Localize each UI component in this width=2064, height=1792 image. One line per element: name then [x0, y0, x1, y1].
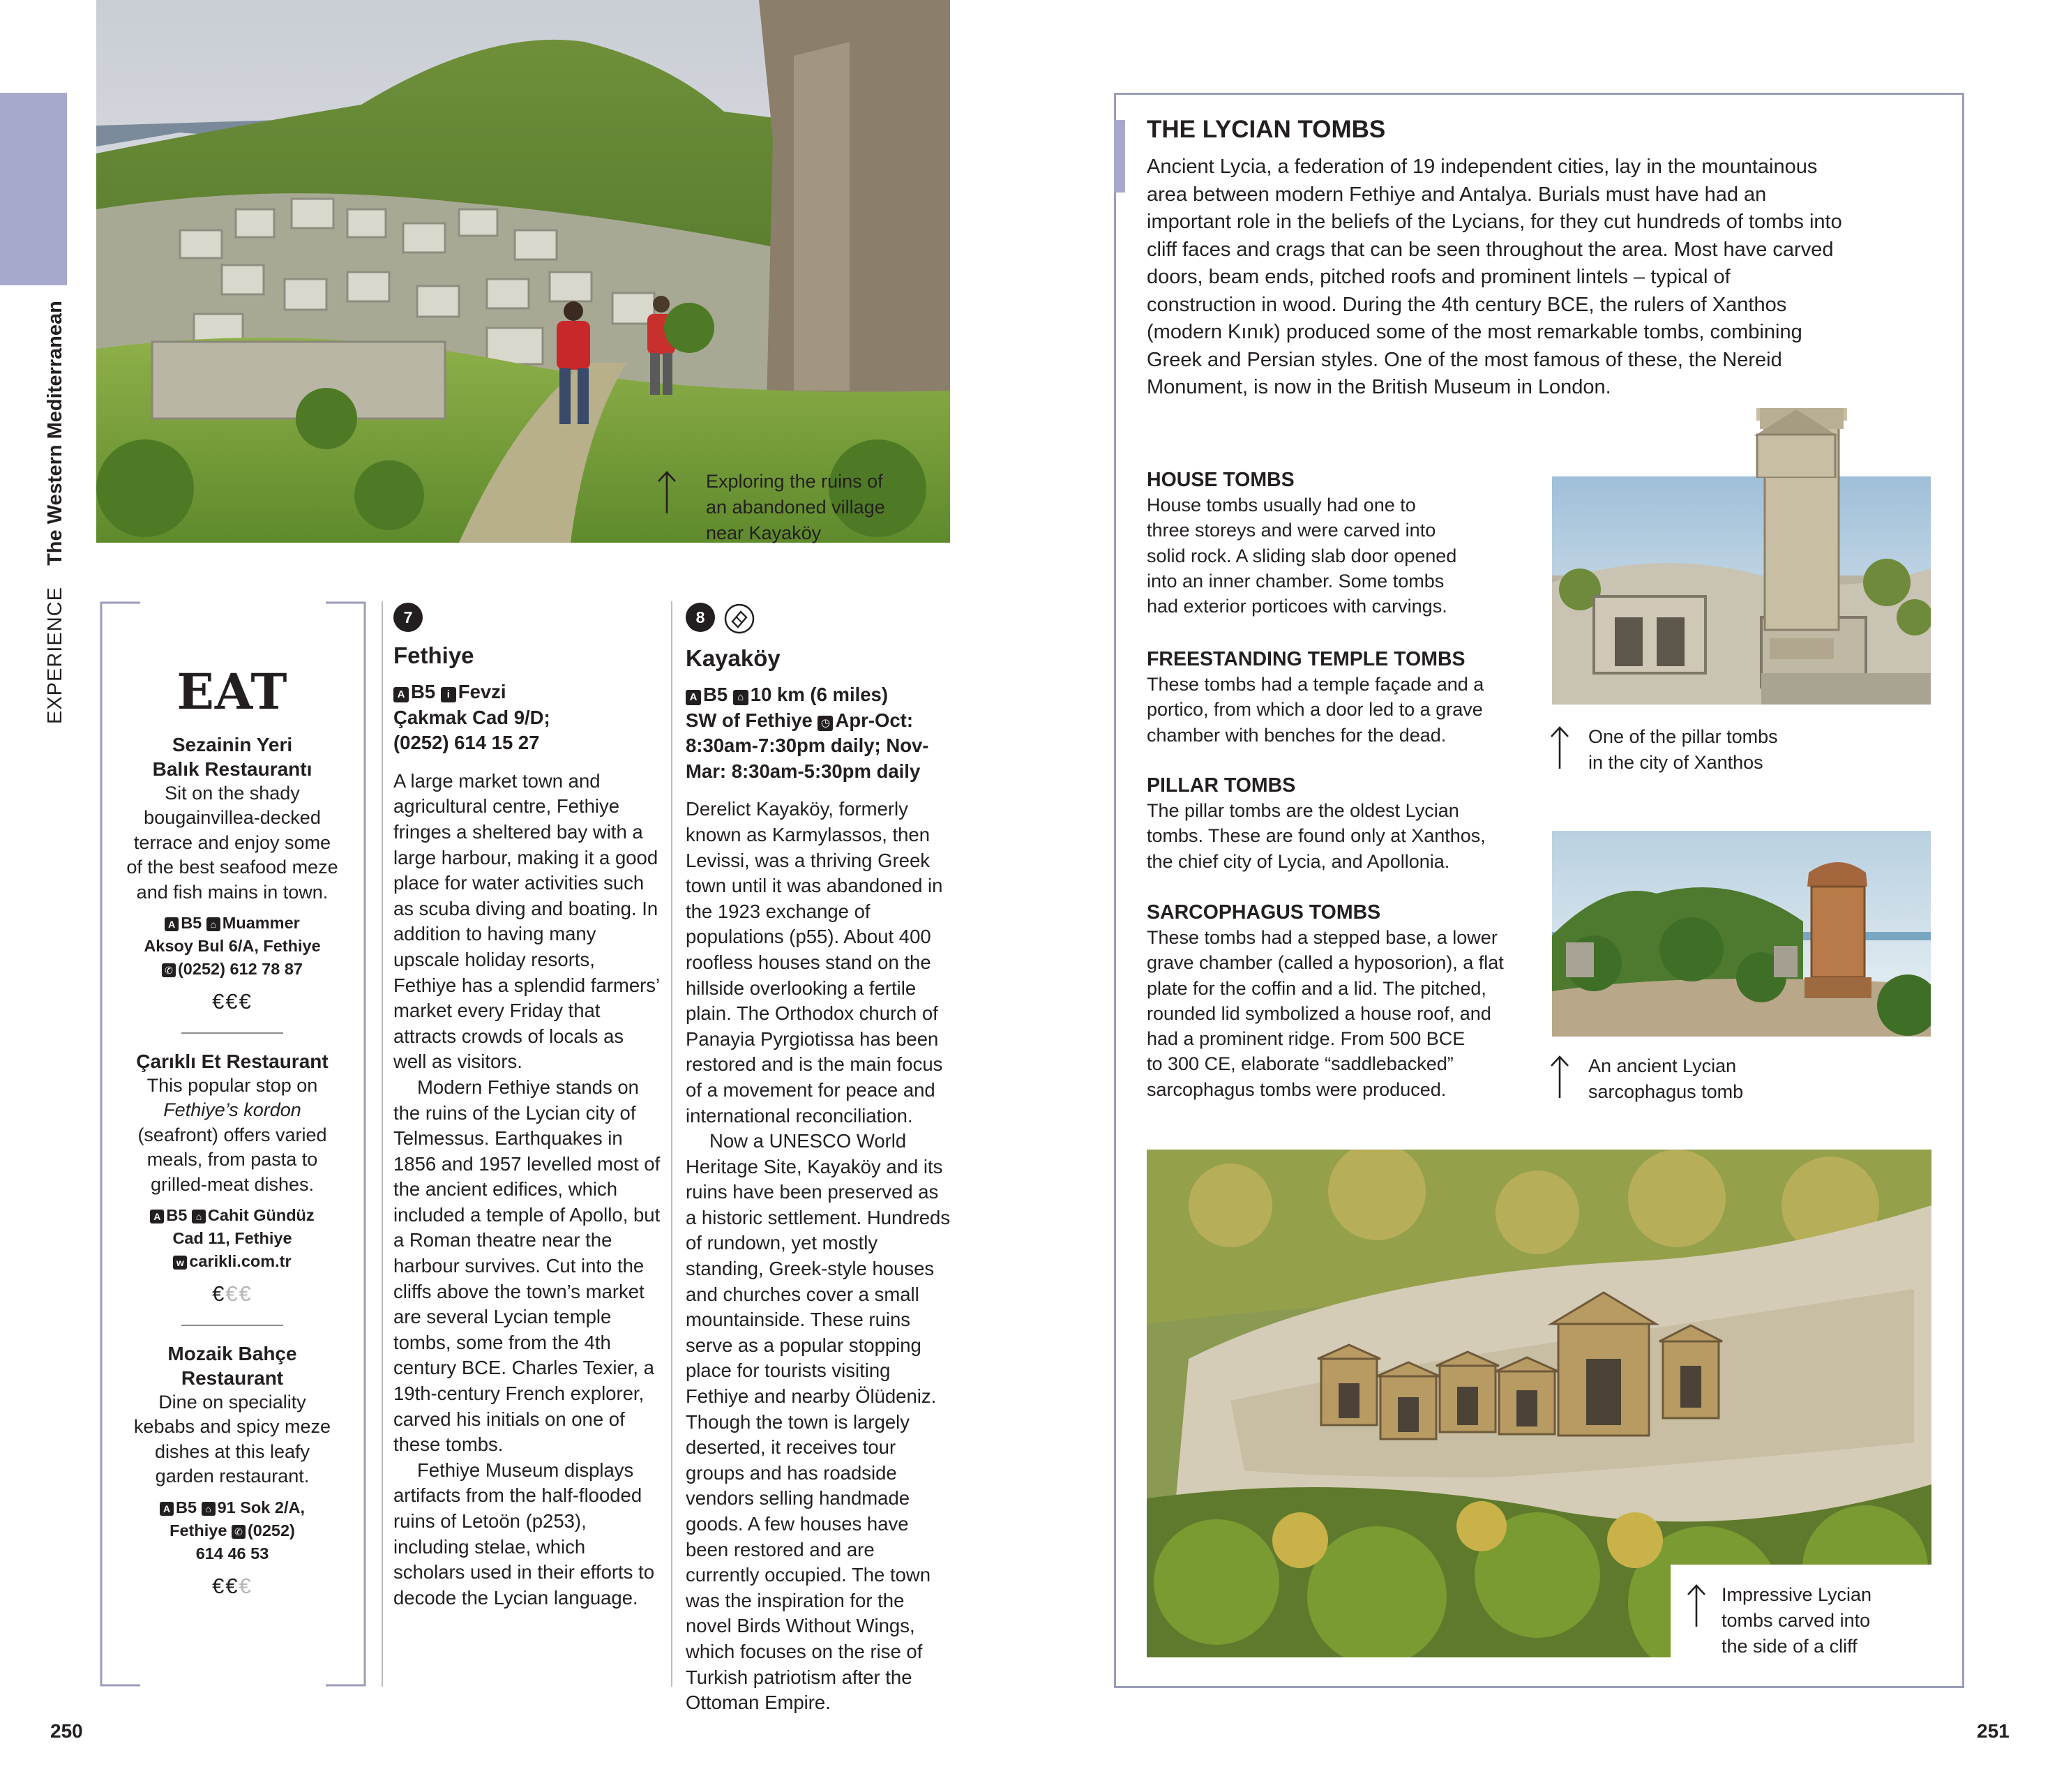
- entry-info: A B5 ⌂ 10 km (6 miles) SW of Fethiye ◷ Apr-Oct: 8:30am-7:30pm daily; Nov- Mar: 8:30am-5:30pm daily: [686, 684, 929, 782]
- column-rule: [671, 601, 672, 1687]
- pillar-tomb-top: [1747, 408, 1845, 478]
- fethiye-entry: [393, 603, 661, 1611]
- phone-icon: ✆: [162, 963, 176, 977]
- restaurant-entry: [101, 1049, 363, 1308]
- caption-line: an abandoned village: [706, 497, 885, 518]
- tomb-type-pillar: PILLAR TOMBS The pillar tombs are the oldest Lycian tombs. These are found only at Xanthos, the chief city of Lycia, and Apollonia.: [1147, 774, 1486, 872]
- divider: [181, 1325, 283, 1326]
- caption-text: [706, 469, 885, 546]
- xanthos-photo-caption: [1550, 724, 1843, 777]
- phone-icon: ✆: [232, 1525, 246, 1539]
- feature-heading: THE LYCIAN TOMBS: [1147, 116, 1386, 143]
- map-icon: A: [165, 917, 179, 931]
- restaurant-info: A B5 ⌂ 91 Sok 2/A, Fethiye ✆ (0252) 614 46 53: [101, 1496, 363, 1565]
- address-icon: ⌂: [192, 1210, 206, 1223]
- address-icon: ⌂: [733, 690, 748, 705]
- tomb-type-temple: FREESTANDING TEMPLE TOMBS These tombs had a temple façade and a portico, from which a door led to a grave chamber with benches for the dead.: [1147, 648, 1484, 746]
- restaurant-description: Dine on speciality kebabs and spicy meze dishes at this leafy garden restaurant.: [133, 1392, 331, 1487]
- tomb-type-house: HOUSE TOMBS House tombs usually had one to three storeys and were carved into solid rock. A sliding slab door opened into an inner chamber. Some tombs had exterior porticoes with carvings.: [1147, 469, 1457, 617]
- running-head-region: The Western Mediterranean: [44, 301, 66, 566]
- restaurant-name: Mozaik Bahçe Restaurant: [167, 1343, 297, 1390]
- map-icon: A: [160, 1502, 174, 1516]
- clock-icon: ◷: [818, 716, 833, 731]
- tomb-type-sarcophagus: SARCOPHAGUS TOMBS These tombs had a stepped base, a lower grave chamber (called a hyposorion), a flat plate for the coffin and a lid. The pitched, rounded lid symbolized a house roof, and had a prominent ridge. From 500 BCE to 300 CE, elaborate “saddlebacked” sarcophagus tombs were produced.: [1147, 901, 1504, 1100]
- cliff-photo-caption: [1687, 1582, 1924, 1660]
- eat-box: [101, 601, 363, 1687]
- page-number-left: 250: [50, 1720, 83, 1742]
- price-rating: €€€: [212, 989, 253, 1014]
- entry-number-badge: 7: [393, 603, 423, 632]
- arrow-up-icon: [1550, 1055, 1569, 1099]
- restaurant-entry: [101, 1341, 363, 1600]
- body-paragraph: Modern Fethiye stands on the ruins of the Lycian city of Telmessus. Earthquakes in 1856 and 1957 levelled most of the ancient edifices, which included a temple of Apollo, but a Roman theatre near the harbour survives. Cut into the cliffs above the town’s market are several Lycian temple tombs, some from the 4th century BCE. Charles Texier, a 19th-century French explorer, carved his initials on one of these tombs.: [393, 1076, 661, 1456]
- info-icon: i: [441, 687, 456, 702]
- body-paragraph: Now a UNESCO World Heritage Site, Kayaköy and its ruins have been preserved as a historic settlement. Hundreds of rundown, yet mostly standing, Greek-style houses and churches cover a small mountainside. These ruins serve as a popular stopping place for tourists visiting Fethiye and nearby Ölüdeniz. Though the town is largely deserted, it receives tour groups and has roadside vendors selling handmade goods. A few houses have been restored and are currently occupied. The town was the inspiration for the novel Birds Without Wings, which focuses on the rise of Turkish patriotism after the Ottoman Empire.: [686, 1130, 951, 1714]
- map-icon: A: [393, 687, 409, 702]
- column-rule: [382, 601, 383, 1687]
- arrow-up-icon: [657, 470, 677, 515]
- restaurant-name: Sezainin Yeri Balık Restaurantı: [152, 734, 312, 780]
- chapter-tab: [0, 93, 67, 285]
- kayakoy-ruins-photo: [96, 0, 950, 543]
- sarcophagus-photo-caption: [1550, 1053, 1843, 1106]
- restaurant-description: Sit on the shady bougainvillea-decked terrace and enjoy some of the best seafood meze and fish mains in town.: [126, 783, 338, 903]
- caption-text: One of the pillar tombs in the city of Xanthos: [1588, 726, 1778, 773]
- address-icon: ⌂: [206, 917, 220, 931]
- restaurant-description: This popular stop on Fethiye’s kordon (seafront) offers varied meals, from pasta to grilled-meat dishes.: [137, 1075, 327, 1195]
- map-icon: A: [686, 690, 701, 705]
- web-icon: w: [173, 1256, 187, 1270]
- caption-line: Exploring the ruins of: [706, 471, 883, 492]
- restaurant-entry: [101, 732, 363, 1016]
- eat-title: EAT: [176, 663, 288, 721]
- feature-intro: Ancient Lycia, a federation of 19 independent cities, lay in the mountainous area between modern Fethiye and Antalya. Burials must have had an important role in the beliefs of the Lycians, for they cut hundreds of tombs into cliff faces and crags that can be seen throughout the area. Most have carved doors, beam ends, pitched roofs and prominent lintels – typical of construction in wood. During the 4th century BCE, the rulers of Xanthos (modern Kınık) produced some of the most remarkable tombs, combining Greek and Persian styles. One of the most famous of these, the Nereid Monument, is now in the British Museum in London.: [1147, 156, 1842, 398]
- restaurant-info: A B5 ⌂ Cahit Gündüz Cad 11, Fethiye w carikli.com.tr: [101, 1204, 363, 1273]
- running-head-section: EXPERIENCE: [44, 587, 66, 724]
- ticket-icon: [723, 603, 755, 635]
- xanthos-pillar-tomb-photo: [1552, 408, 1931, 705]
- caption-text: Impressive Lycian tombs carved into the side of a cliff: [1722, 1584, 1872, 1657]
- restaurant-website-link[interactable]: carikli.com.tr: [189, 1252, 292, 1271]
- divider: [181, 1032, 283, 1034]
- price-rating: €€€: [212, 1281, 253, 1307]
- restaurant-info: A B5 ⌂ Muammer Aksoy Bul 6/A, Fethiye ✆ (0252) 612 78 87: [144, 914, 321, 979]
- entry-info: A B5 i Fevzi Çakmak Cad 9/D; (0252) 614 15 27: [393, 681, 550, 754]
- feature-accent-bar: [1114, 120, 1125, 193]
- restaurant-name: Çarıklı Et Restaurant: [136, 1051, 329, 1073]
- body-paragraph: Derelict Kayaköy, formerly known as Karmylassos, then Levissi, was a thriving Greek town until it was abandoned in the 1923 exchange of populations (p55). About 400 roofless houses stand on the hillside overlooking a fertile plain. The Orthodox church of Panayia Pyrgiotissa has been restored and is the main focus of a movement for peace and international reconciliation.: [686, 798, 943, 1127]
- sarcophagus-tomb-photo: [1552, 831, 1931, 1037]
- arrow-up-icon: [1550, 725, 1569, 770]
- map-icon: A: [150, 1210, 164, 1223]
- caption-line: near Kayaköy: [706, 522, 822, 543]
- kayakoy-entry: [686, 603, 951, 1716]
- arrow-up-icon: [1687, 1583, 1706, 1628]
- body-paragraph: A large market town and agricultural centre, Fethiye fringes a sheltered bay with a large harbour, making it a good place for water activities such as scuba diving and boating. In addition to having many upscale holiday resorts, Fethiye has a splendid farmers’ market every Friday that attracts crowds of locals as well as visitors.: [393, 769, 660, 1073]
- kayakoy-photo-caption: [657, 469, 936, 547]
- body-paragraph: Fethiye Museum displays artifacts from the half-flooded ruins of Letoön (p253), including stelae, which scholars used in their efforts to decode the Lycian language.: [393, 1459, 654, 1609]
- entry-title: Kayaköy: [686, 645, 781, 671]
- entry-title: Fethiye: [393, 642, 474, 668]
- entry-number-badge: 8: [686, 603, 715, 632]
- address-icon: ⌂: [202, 1502, 216, 1516]
- page-number-right: 251: [1977, 1720, 2010, 1742]
- caption-text: An ancient Lycian sarcophagus tomb: [1588, 1055, 1744, 1102]
- running-head: [43, 301, 67, 724]
- price-rating: €€€: [212, 1573, 253, 1598]
